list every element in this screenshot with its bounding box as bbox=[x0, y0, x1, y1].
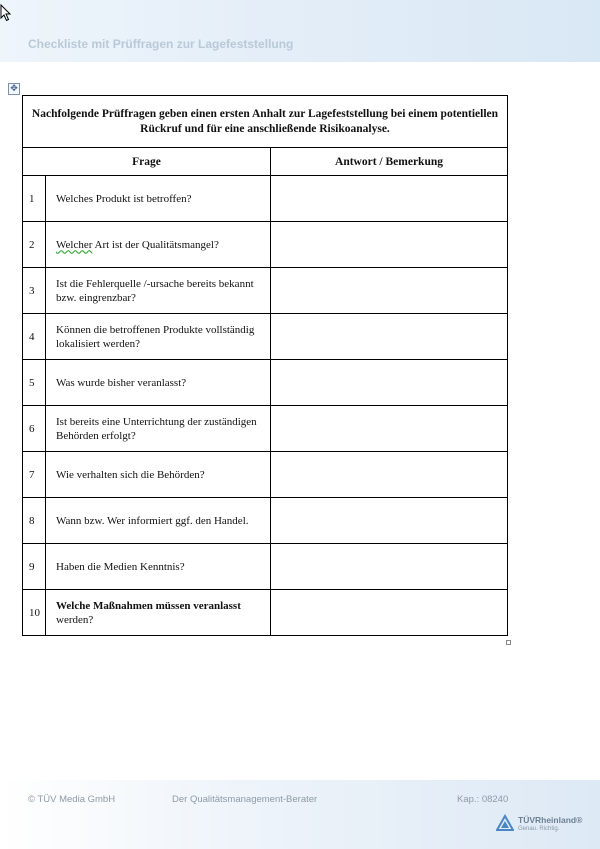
answer-cell[interactable] bbox=[271, 222, 508, 268]
table-row bbox=[23, 222, 508, 268]
question-text: Was wurde bisher veranlasst? bbox=[46, 360, 271, 406]
spellcheck-marked-word[interactable]: Welcher bbox=[56, 238, 93, 251]
row-number: 9 bbox=[23, 544, 46, 590]
table-row bbox=[23, 498, 508, 544]
question-text bbox=[46, 590, 271, 636]
intro-text: Nachfolgende Prüffragen geben einen ersten Anhalt zur Lagefeststellung bei einem potentiellen Rückruf und für eine anschließende Risikoanalyse. bbox=[23, 96, 508, 148]
table-move-handle-icon[interactable]: ✥ bbox=[8, 83, 20, 95]
row-number: 5 bbox=[23, 360, 46, 406]
table-row bbox=[23, 590, 508, 636]
table-row bbox=[23, 176, 508, 222]
question-text: Haben die Medien Kenntnis? bbox=[46, 544, 271, 590]
question-text: Wie verhalten sich die Behörden? bbox=[46, 452, 271, 498]
footer-copyright: © TÜV Media GmbH bbox=[28, 794, 116, 805]
brand-name: TÜVRheinland® bbox=[518, 815, 583, 825]
question-text-bold: Welche Maßnahmen müssen veranlasst bbox=[56, 599, 241, 612]
row-number: 7 bbox=[23, 452, 46, 498]
table-row bbox=[23, 452, 508, 498]
question-text: Können die betroffenen Produkte vollständig lokalisiert werden? bbox=[46, 314, 271, 360]
row-number: 3 bbox=[23, 268, 46, 314]
table-row bbox=[23, 544, 508, 590]
row-number: 1 bbox=[23, 176, 46, 222]
answer-cell[interactable] bbox=[271, 360, 508, 406]
answer-cell[interactable] bbox=[271, 452, 508, 498]
page-header bbox=[0, 0, 600, 62]
header-title: Checkliste mit Prüffragen zur Lagefeststellung bbox=[28, 37, 294, 51]
answer-cell[interactable] bbox=[271, 544, 508, 590]
question-text: Welches Produkt ist betroffen? bbox=[46, 176, 271, 222]
table-row bbox=[23, 406, 508, 452]
column-header-answer: Antwort / Bemerkung bbox=[271, 148, 508, 176]
answer-cell[interactable] bbox=[271, 314, 508, 360]
question-text-rest: Art ist der Qualitätsmangel? bbox=[92, 238, 219, 251]
table-row bbox=[23, 314, 508, 360]
question-text: Ist die Fehlerquelle /-ursache bereits bekannt bzw. eingrenzbar? bbox=[46, 268, 271, 314]
question-text: Ist bereits eine Unterrichtung der zuständigen Behörden erfolgt? bbox=[46, 406, 271, 452]
answer-cell[interactable] bbox=[271, 590, 508, 636]
row-number: 4 bbox=[23, 314, 46, 360]
brand-tagline: Genau. Richtig. bbox=[518, 826, 560, 832]
triangle-logo-icon bbox=[496, 814, 514, 832]
row-number: 6 bbox=[23, 406, 46, 452]
answer-cell[interactable] bbox=[271, 176, 508, 222]
row-number: 8 bbox=[23, 498, 46, 544]
table-row bbox=[23, 360, 508, 406]
footer-chapter: Kap.: 08240 bbox=[457, 794, 509, 805]
answer-cell[interactable] bbox=[271, 268, 508, 314]
checklist-table bbox=[22, 95, 508, 636]
answer-cell[interactable] bbox=[271, 498, 508, 544]
table-row bbox=[23, 268, 508, 314]
question-text bbox=[46, 222, 271, 268]
footer-publication: Der Qualitätsmanagement-Berater bbox=[172, 794, 318, 805]
column-header-question: Frage bbox=[23, 148, 271, 176]
brand-logo bbox=[496, 812, 596, 836]
mouse-pointer-icon bbox=[0, 4, 12, 22]
answer-cell[interactable] bbox=[271, 406, 508, 452]
row-number: 2 bbox=[23, 222, 46, 268]
question-text-rest: werden? bbox=[56, 613, 94, 626]
row-number: 10 bbox=[23, 590, 46, 636]
question-text: Wann bzw. Wer informiert ggf. den Handel. bbox=[46, 498, 271, 544]
table-resize-handle[interactable] bbox=[506, 640, 511, 645]
